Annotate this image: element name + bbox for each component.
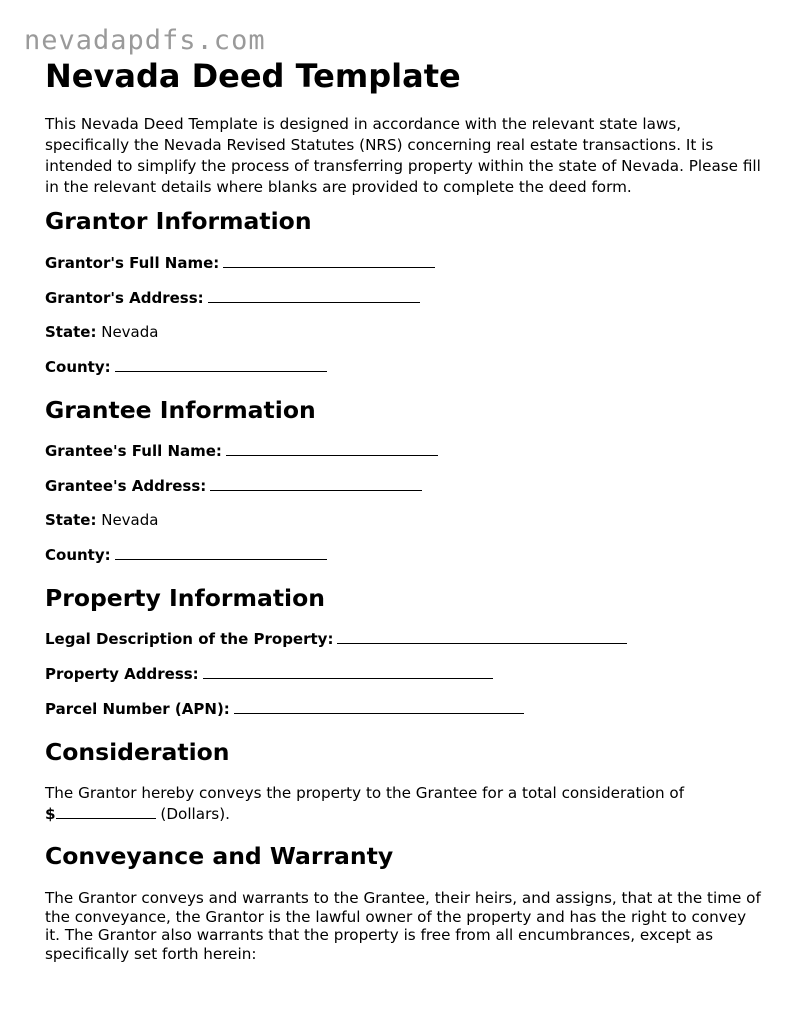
watermark: nevadapdfs.com: [24, 25, 266, 56]
consideration-dollars-suffix: (Dollars).: [160, 804, 230, 823]
property-address-blank[interactable]: [203, 663, 493, 679]
grantee-full-name-label: Grantee's Full Name:: [45, 442, 222, 460]
grantor-address-label: Grantor's Address:: [45, 289, 204, 307]
property-legal-description-blank[interactable]: [337, 628, 627, 644]
grantor-full-name-label: Grantor's Full Name:: [45, 254, 220, 272]
property-parcel-field: [45, 698, 627, 719]
grantee-address-label: Grantee's Address:: [45, 477, 207, 495]
consideration-sentence: The Grantor hereby conveys the property to the Grantee for a total consideration of: [45, 784, 685, 802]
property-heading: Property Information: [45, 584, 325, 612]
page-title: Nevada Deed Template: [45, 57, 461, 95]
grantor-full-name-field: [45, 252, 435, 273]
property-parcel-label: Parcel Number (APN):: [45, 700, 230, 718]
grantor-section: [45, 206, 435, 377]
property-legal-description-label: Legal Description of the Property:: [45, 630, 334, 648]
property-address-field: [45, 663, 627, 684]
grantor-address-blank[interactable]: [208, 287, 420, 303]
grantor-address-field: [45, 287, 435, 308]
consideration-section: [45, 737, 765, 823]
grantee-heading: Grantee Information: [45, 396, 316, 424]
grantor-county-field: [45, 356, 435, 377]
grantee-county-label: County:: [45, 546, 111, 564]
grantee-address-blank[interactable]: [210, 475, 422, 491]
grantor-state-field: [45, 322, 435, 342]
property-address-label: Property Address:: [45, 665, 199, 683]
grantee-state-field: [45, 510, 438, 530]
deed-document: [45, 56, 765, 963]
property-legal-description-field: [45, 628, 627, 649]
property-section: [45, 583, 627, 719]
grantor-heading: Grantor Information: [45, 207, 312, 235]
grantee-county-blank[interactable]: [115, 544, 327, 560]
grantor-full-name-blank[interactable]: [223, 252, 435, 268]
conveyance-heading: Conveyance and Warranty: [45, 842, 394, 870]
conveyance-text: The Grantor conveys and warrants to the Grantee, their heirs, and assigns, that at the time of the conveyance, the Grantor is the lawful owner of the property and has the right to convey it. The Grantor also warrants that the property is free from all encumbrances, except as specifically set forth herein:: [45, 889, 761, 963]
grantor-county-label: County:: [45, 358, 111, 376]
consideration-dollar-sign: $: [45, 804, 56, 823]
grantee-state-label: State:: [45, 511, 97, 529]
grantee-section: [45, 395, 438, 565]
grantee-full-name-blank[interactable]: [226, 440, 438, 456]
grantor-county-blank[interactable]: [115, 356, 327, 372]
conveyance-section: [45, 841, 765, 963]
property-parcel-blank[interactable]: [234, 698, 524, 714]
grantor-state-value: Nevada: [101, 323, 159, 341]
grantor-state-label: State:: [45, 323, 97, 341]
grantee-address-field: [45, 475, 438, 496]
consideration-text: [45, 784, 765, 823]
grantee-state-value: Nevada: [101, 511, 159, 529]
consideration-amount-blank[interactable]: [56, 803, 156, 819]
intro-paragraph: This Nevada Deed Template is designed in accordance with the relevant state laws, specifically the Nevada Revised Statutes (NRS) concerning real estate transactions. It is intended to simplify the process of transferring property within the state of Nevada. Please fill in the relevant details where blanks are provided to complete the deed form.: [45, 115, 761, 196]
consideration-heading: Consideration: [45, 738, 230, 766]
grantee-county-field: [45, 544, 438, 565]
grantee-full-name-field: [45, 440, 438, 461]
